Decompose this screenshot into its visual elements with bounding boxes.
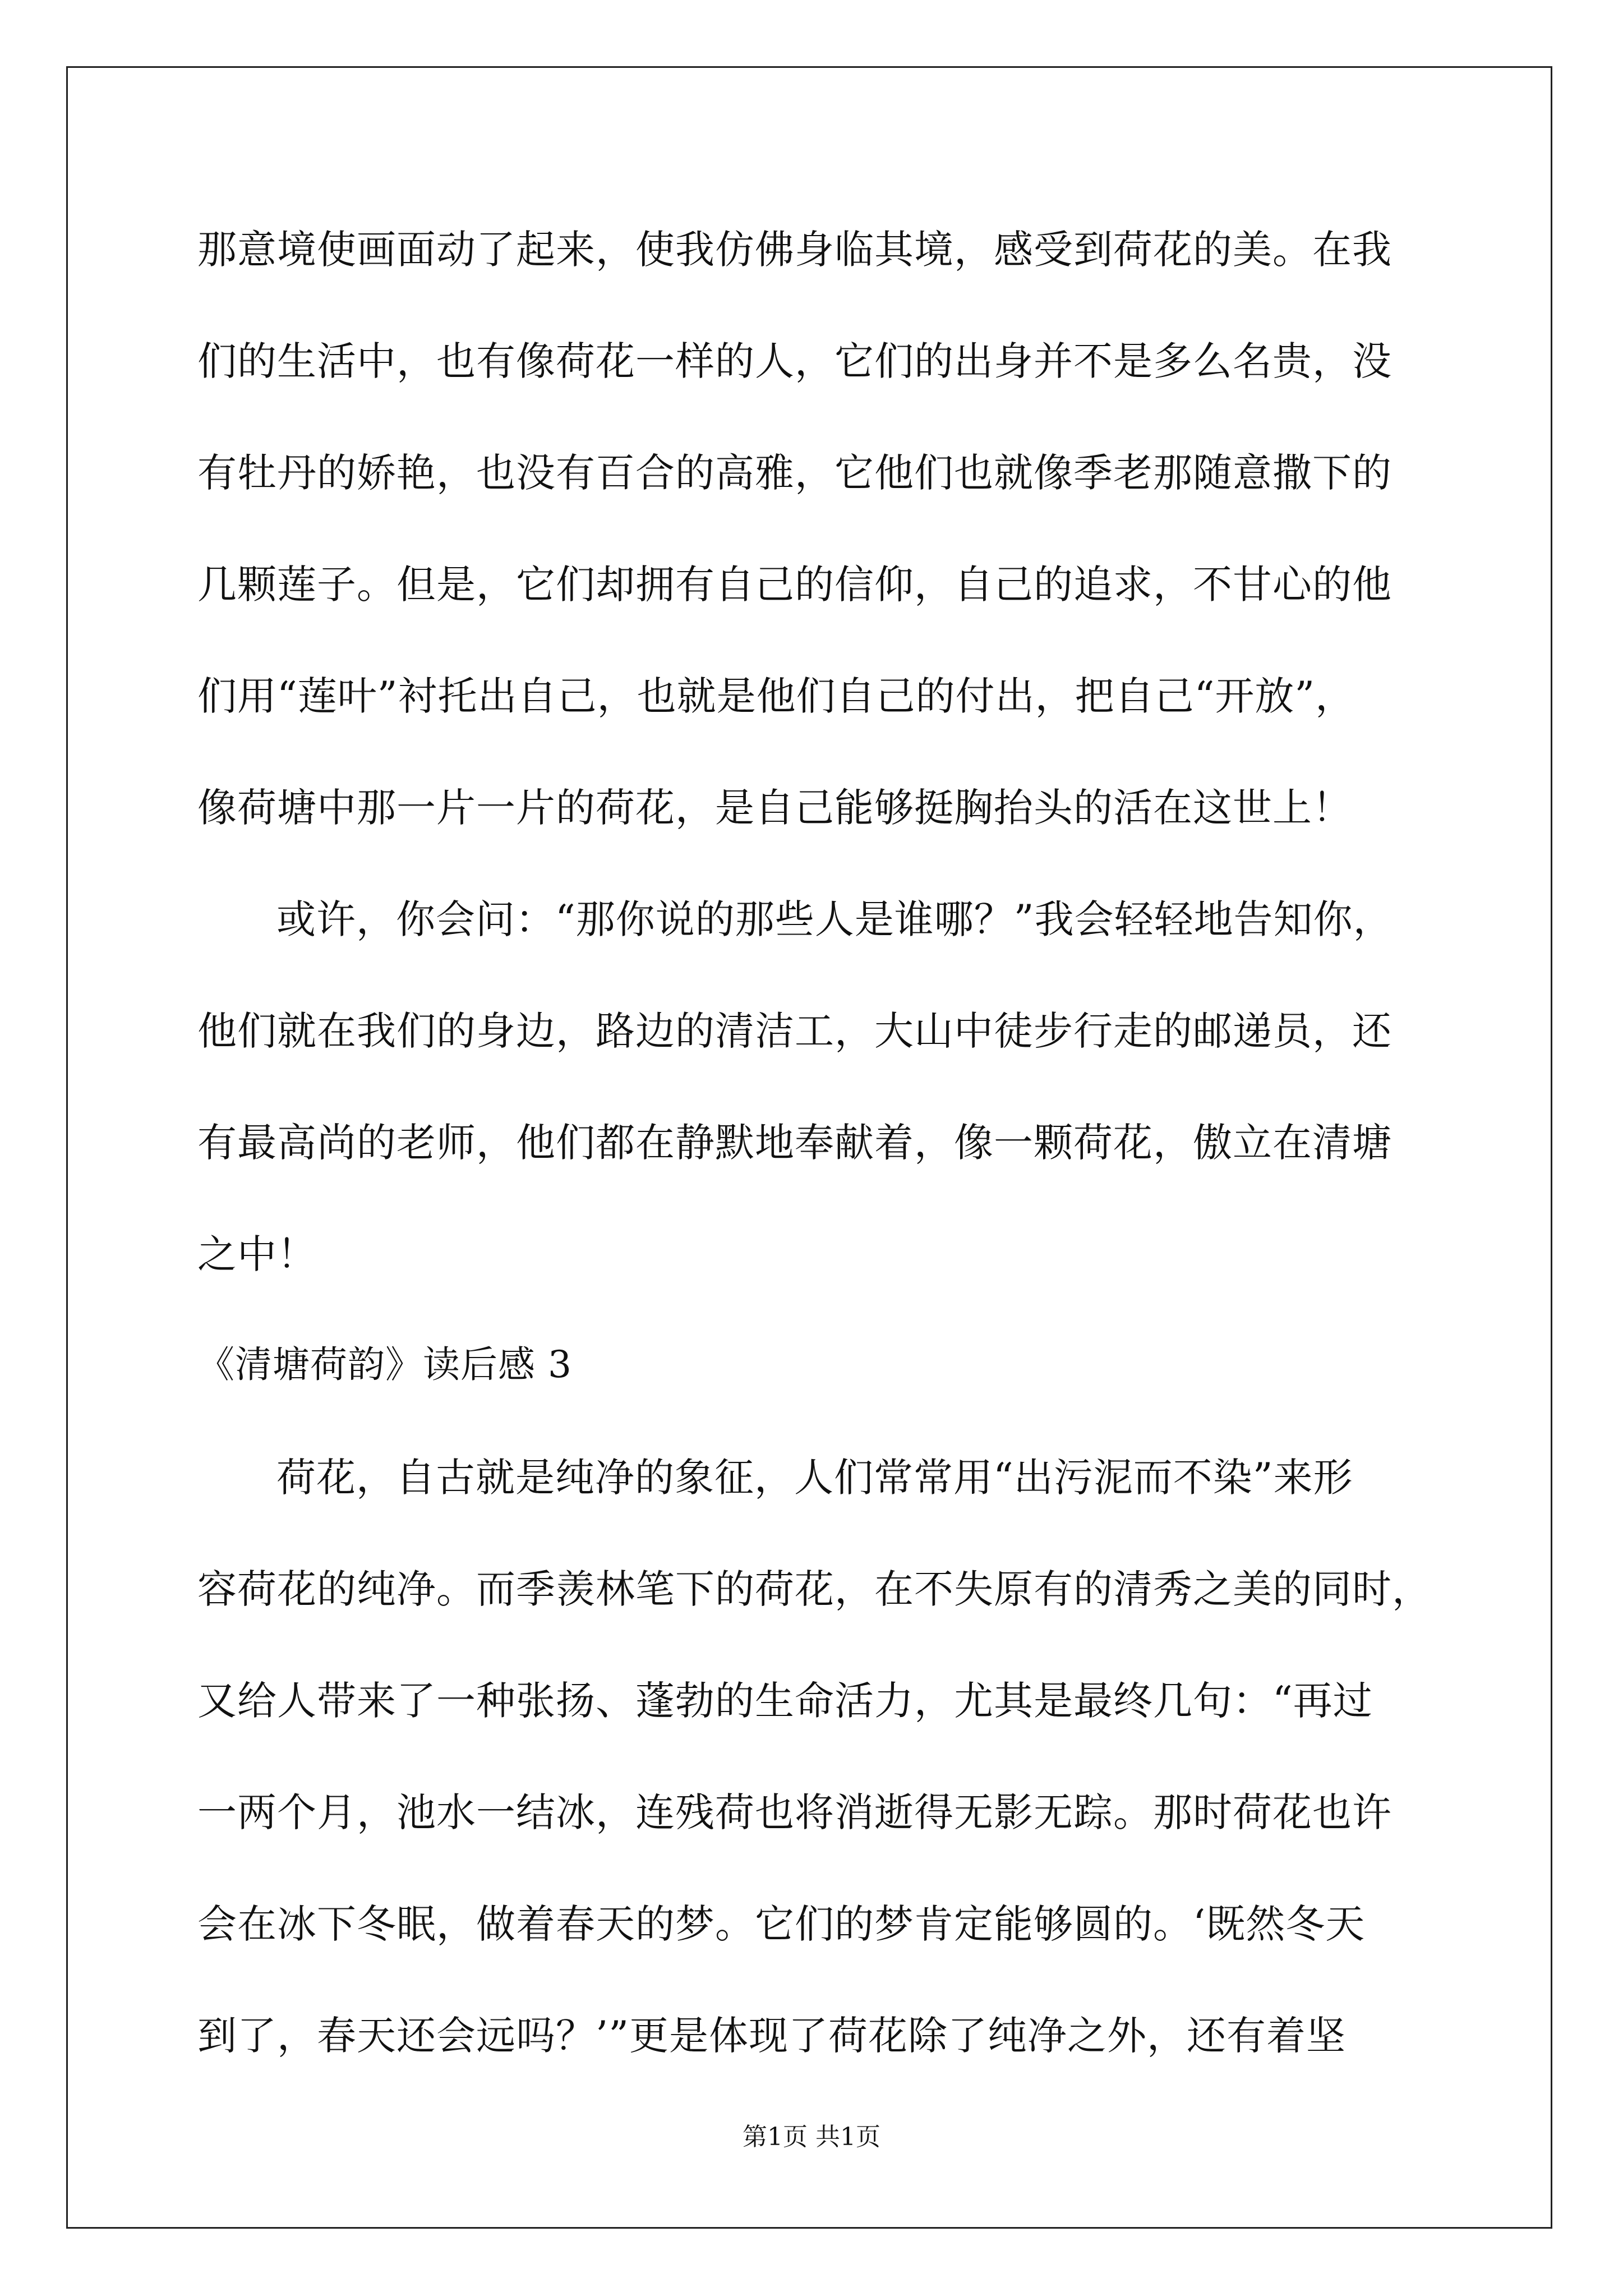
text-line: 容荷花的纯净。而季羡林笔下的荷花，在不失原有的清秀之美的同时， (197, 1566, 1432, 1612)
page-footer: 第1页 共1页 (743, 2123, 880, 2151)
text-line: 有牡丹的娇艳，也没有百合的高雅，它他们也就像季老那随意撒下的 (197, 450, 1392, 496)
section-heading: 《清塘荷韵》读后感 3 (197, 1343, 572, 1386)
text-line: 之中！ (197, 1231, 317, 1277)
text-line: 们的生活中，也有像荷花一样的人，它们的出身并不是多么名贵，没 (197, 338, 1392, 384)
text-line: 或许，你会问：“那你说的那些人是谁哪？”我会轻轻地告知你， (276, 896, 1393, 942)
text-line: 到了，春天还会远吗？’”更是体现了荷花除了纯净之外，还有着坚 (197, 2013, 1347, 2059)
text-line: 那意境使画面动了起来，使我仿佛身临其境，感受到荷花的美。在我 (197, 227, 1392, 273)
text-line: 又给人带来了一种张扬、蓬勃的生命活力，尤其是最终几句：“再过 (197, 1678, 1373, 1724)
text-line: 他们就在我们的身边，路边的清洁工，大山中徒步行走的邮递员，还 (197, 1008, 1392, 1054)
text-line: 们用“莲叶”衬托出自己，也就是他们自己的付出，把自己“开放”， (197, 673, 1355, 719)
text-line: 几颗莲子。但是，它们却拥有自己的信仰，自己的追求，不甘心的他 (197, 562, 1392, 608)
text-line: 像荷塘中那一片一片的荷花，是自己能够挺胸抬头的活在这世上！ (197, 785, 1352, 831)
text-line: 荷花，自古就是纯净的象征，人们常常用“出污泥而不染”来形 (276, 1455, 1353, 1501)
text-line: 一两个月，池水一结冰，连残荷也将消逝得无影无踪。那时荷花也许 (197, 1789, 1392, 1835)
text-line: 有最高尚的老师，他们都在静默地奉献着，像一颗荷花，傲立在清塘 (197, 1120, 1392, 1166)
text-line: 会在冰下冬眠，做着春天的梦。它们的梦肯定能够圆的。‘既然冬天 (197, 1901, 1366, 1947)
